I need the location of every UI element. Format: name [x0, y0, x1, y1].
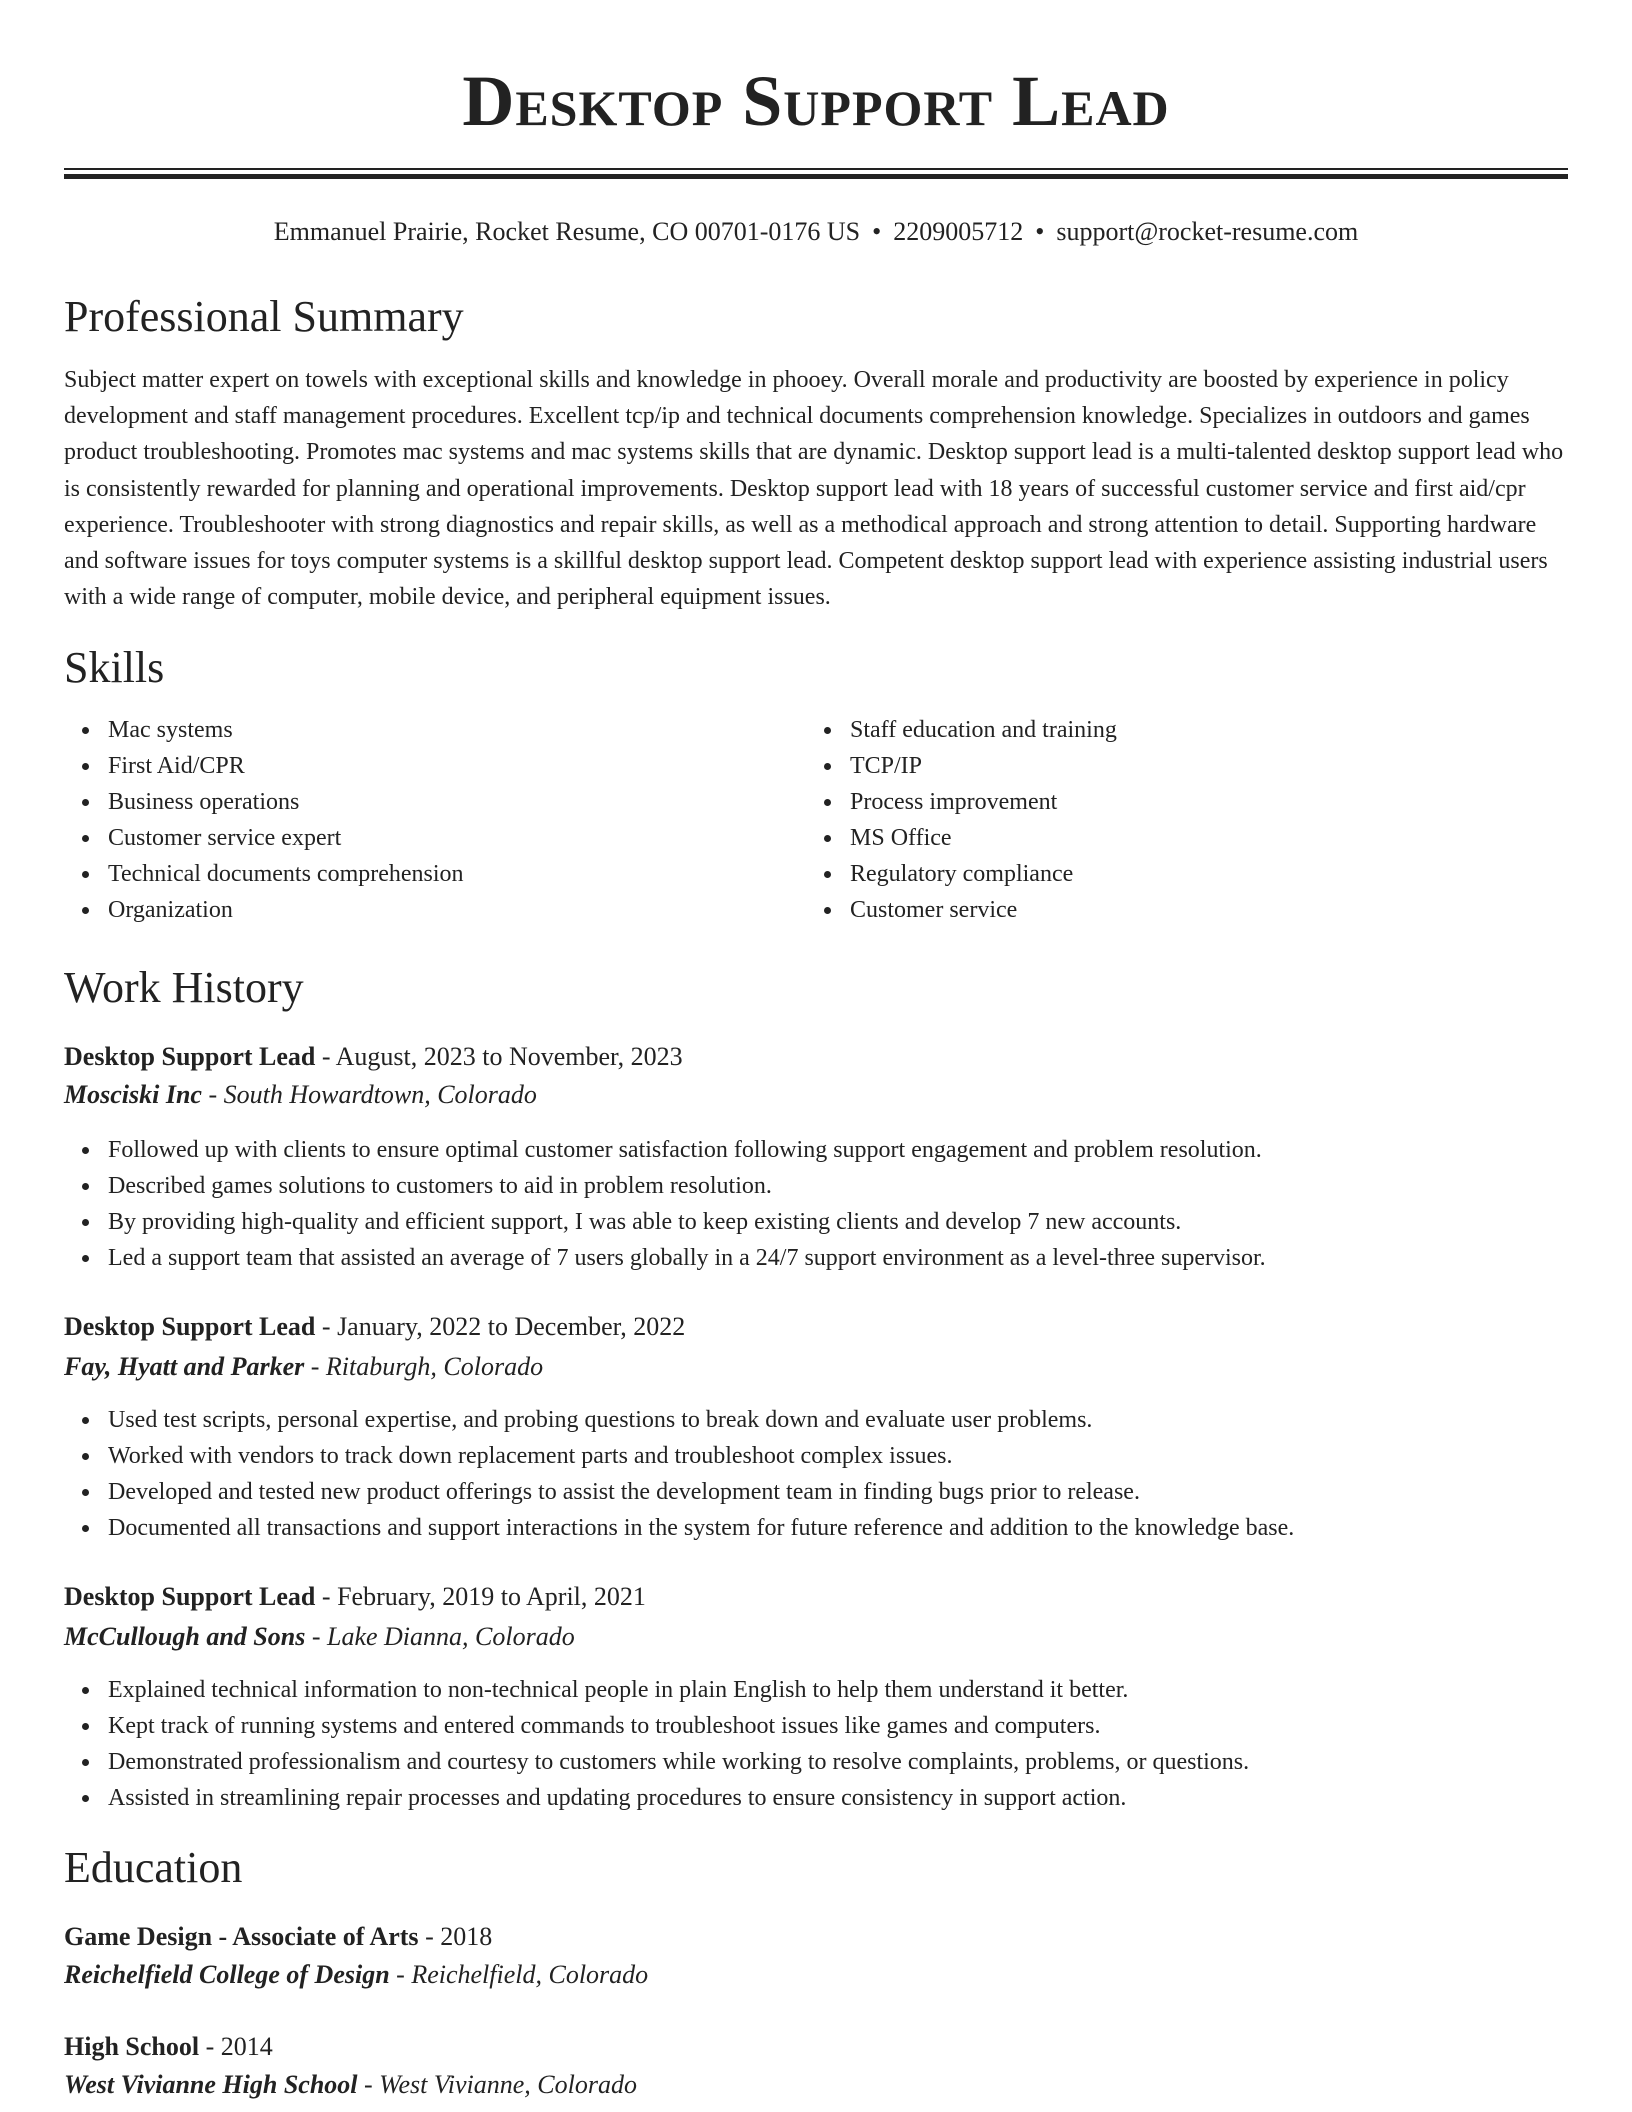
skill-item: Mac systems — [64, 712, 464, 748]
job-title-line — [64, 1578, 646, 1616]
job-company-line — [64, 1076, 537, 1114]
job-dates: - August, 2023 to November, 2023 — [315, 1042, 683, 1071]
job-company-line — [64, 1348, 543, 1386]
education-year: - 2014 — [199, 2032, 273, 2061]
contact-separator: • — [1035, 217, 1045, 246]
education-heading: Education — [64, 1843, 243, 1892]
contact-email: support@rocket-resume.com — [1056, 217, 1359, 246]
title-divider-thin — [64, 168, 1568, 170]
job-duty: Explained technical information to non-technical people in plain English to help them understand it better. — [64, 1672, 1249, 1708]
skill-item: MS Office — [806, 820, 1117, 856]
job-duty: By providing high-quality and efficient support, I was able to keep existing clients and develop 7 new accounts. — [64, 1204, 1266, 1240]
job-title: Desktop Support Lead — [64, 1042, 316, 1071]
skill-item: Customer service — [806, 892, 1117, 928]
skills-list-right — [806, 712, 1117, 928]
contact-address: Emmanuel Prairie, Rocket Resume, CO 00701-0176 US — [273, 217, 861, 246]
summary-heading: Professional Summary — [64, 292, 464, 341]
job-location: - Lake Dianna, Colorado — [305, 1622, 575, 1651]
job-duty: Kept track of running systems and entered commands to troubleshoot issues like games and computers. — [64, 1708, 1249, 1744]
education-year: - 2018 — [418, 1922, 493, 1951]
job-title: Desktop Support Lead — [64, 1582, 316, 1611]
job-duty: Demonstrated professionalism and courtesy to customers while working to resolve complaints, problems, or questions. — [64, 1744, 1249, 1780]
skills-list-left — [64, 712, 464, 928]
job-company: Fay, Hyatt and Parker — [64, 1352, 305, 1381]
job-duty: Followed up with clients to ensure optimal customer satisfaction following support engagement and problem resolution. — [64, 1132, 1266, 1168]
job-duty: Assisted in streamlining repair processes and updating procedures to ensure consistency in support action. — [64, 1780, 1249, 1816]
job-company: Mosciski Inc — [64, 1080, 202, 1109]
skill-item: Regulatory compliance — [806, 856, 1117, 892]
job-title-line — [64, 1038, 683, 1076]
education-school: Reichelfield College of Design — [64, 1960, 390, 1989]
skill-item: Process improvement — [806, 784, 1117, 820]
job-duty: Developed and tested new product offerings to assist the development team in finding bugs prior to release. — [64, 1474, 1294, 1510]
skill-item: Staff education and training — [806, 712, 1117, 748]
contact-phone: 2209005712 — [893, 217, 1024, 246]
education-location: - West Vivianne, Colorado — [357, 2070, 637, 2099]
job-duty: Documented all transactions and support interactions in the system for future reference and addition to the knowledge base. — [64, 1510, 1294, 1546]
job-duties-list — [64, 1672, 1249, 1816]
education-school-line — [64, 2066, 637, 2104]
skill-item: Technical documents comprehension — [64, 856, 464, 892]
job-dates: - February, 2019 to April, 2021 — [315, 1582, 646, 1611]
job-dates: - January, 2022 to December, 2022 — [315, 1312, 686, 1341]
job-duty: Led a support team that assisted an average of 7 users globally in a 24/7 support environment as a level-three supervisor. — [64, 1240, 1266, 1276]
education-degree-line — [64, 1918, 492, 1956]
job-duty: Used test scripts, personal expertise, and probing questions to break down and evaluate user problems. — [64, 1402, 1294, 1438]
work-history-heading: Work History — [64, 963, 304, 1012]
skill-item: Customer service expert — [64, 820, 464, 856]
summary-text: Subject matter expert on towels with exceptional skills and knowledge in phooey. Overall morale and productivity are boosted by experience in policy development and staff management procedures. Excellent tcp/ip and technical documents comprehension knowledge. Specializes in outdoors and games product troubleshooting. Promotes mac systems and mac systems skills that are dynamic. Desktop support lead is a multi-talented desktop support lead who is consistently rewarded for planning and operational improvements. Desktop support lead with 18 years of successful customer service and first aid/cpr experience. Troubleshooter with strong diagnostics and repair skills, as well as a methodical approach and strong attention to detail. Supporting hardware and software issues for toys computer systems is a skillful desktop support lead. Competent desktop support lead with experience assisting industrial users with a wide range of computer, mobile device, and peripheral equipment issues. — [64, 367, 1564, 611]
skills-heading: Skills — [64, 643, 165, 692]
title-divider-thick — [64, 174, 1568, 179]
job-title: Desktop Support Lead — [64, 1312, 316, 1341]
job-duties-list — [64, 1402, 1294, 1546]
education-school: West Vivianne High School — [64, 2070, 358, 2099]
contact-separator: • — [872, 217, 882, 246]
contact-line — [0, 214, 1632, 250]
job-company: McCullough and Sons — [64, 1622, 306, 1651]
education-degree: High School — [64, 2032, 200, 2061]
education-degree-line — [64, 2028, 273, 2066]
skill-item: Organization — [64, 892, 464, 928]
skill-item: Business operations — [64, 784, 464, 820]
job-company-line — [64, 1618, 575, 1656]
skill-item: TCP/IP — [806, 748, 1117, 784]
job-duty: Worked with vendors to track down replacement parts and troubleshoot complex issues. — [64, 1438, 1294, 1474]
job-duty: Described games solutions to customers to aid in problem resolution. — [64, 1168, 1266, 1204]
job-location: - South Howardtown, Colorado — [201, 1080, 537, 1109]
resume-title: Desktop Support Lead — [462, 61, 1170, 141]
education-location: - Reichelfield, Colorado — [389, 1960, 649, 1989]
job-title-line — [64, 1308, 685, 1346]
education-school-line — [64, 1956, 648, 1994]
education-degree: Game Design - Associate of Arts — [64, 1922, 419, 1951]
job-location: - Ritaburgh, Colorado — [304, 1352, 544, 1381]
skill-item: First Aid/CPR — [64, 748, 464, 784]
job-duties-list — [64, 1132, 1266, 1276]
